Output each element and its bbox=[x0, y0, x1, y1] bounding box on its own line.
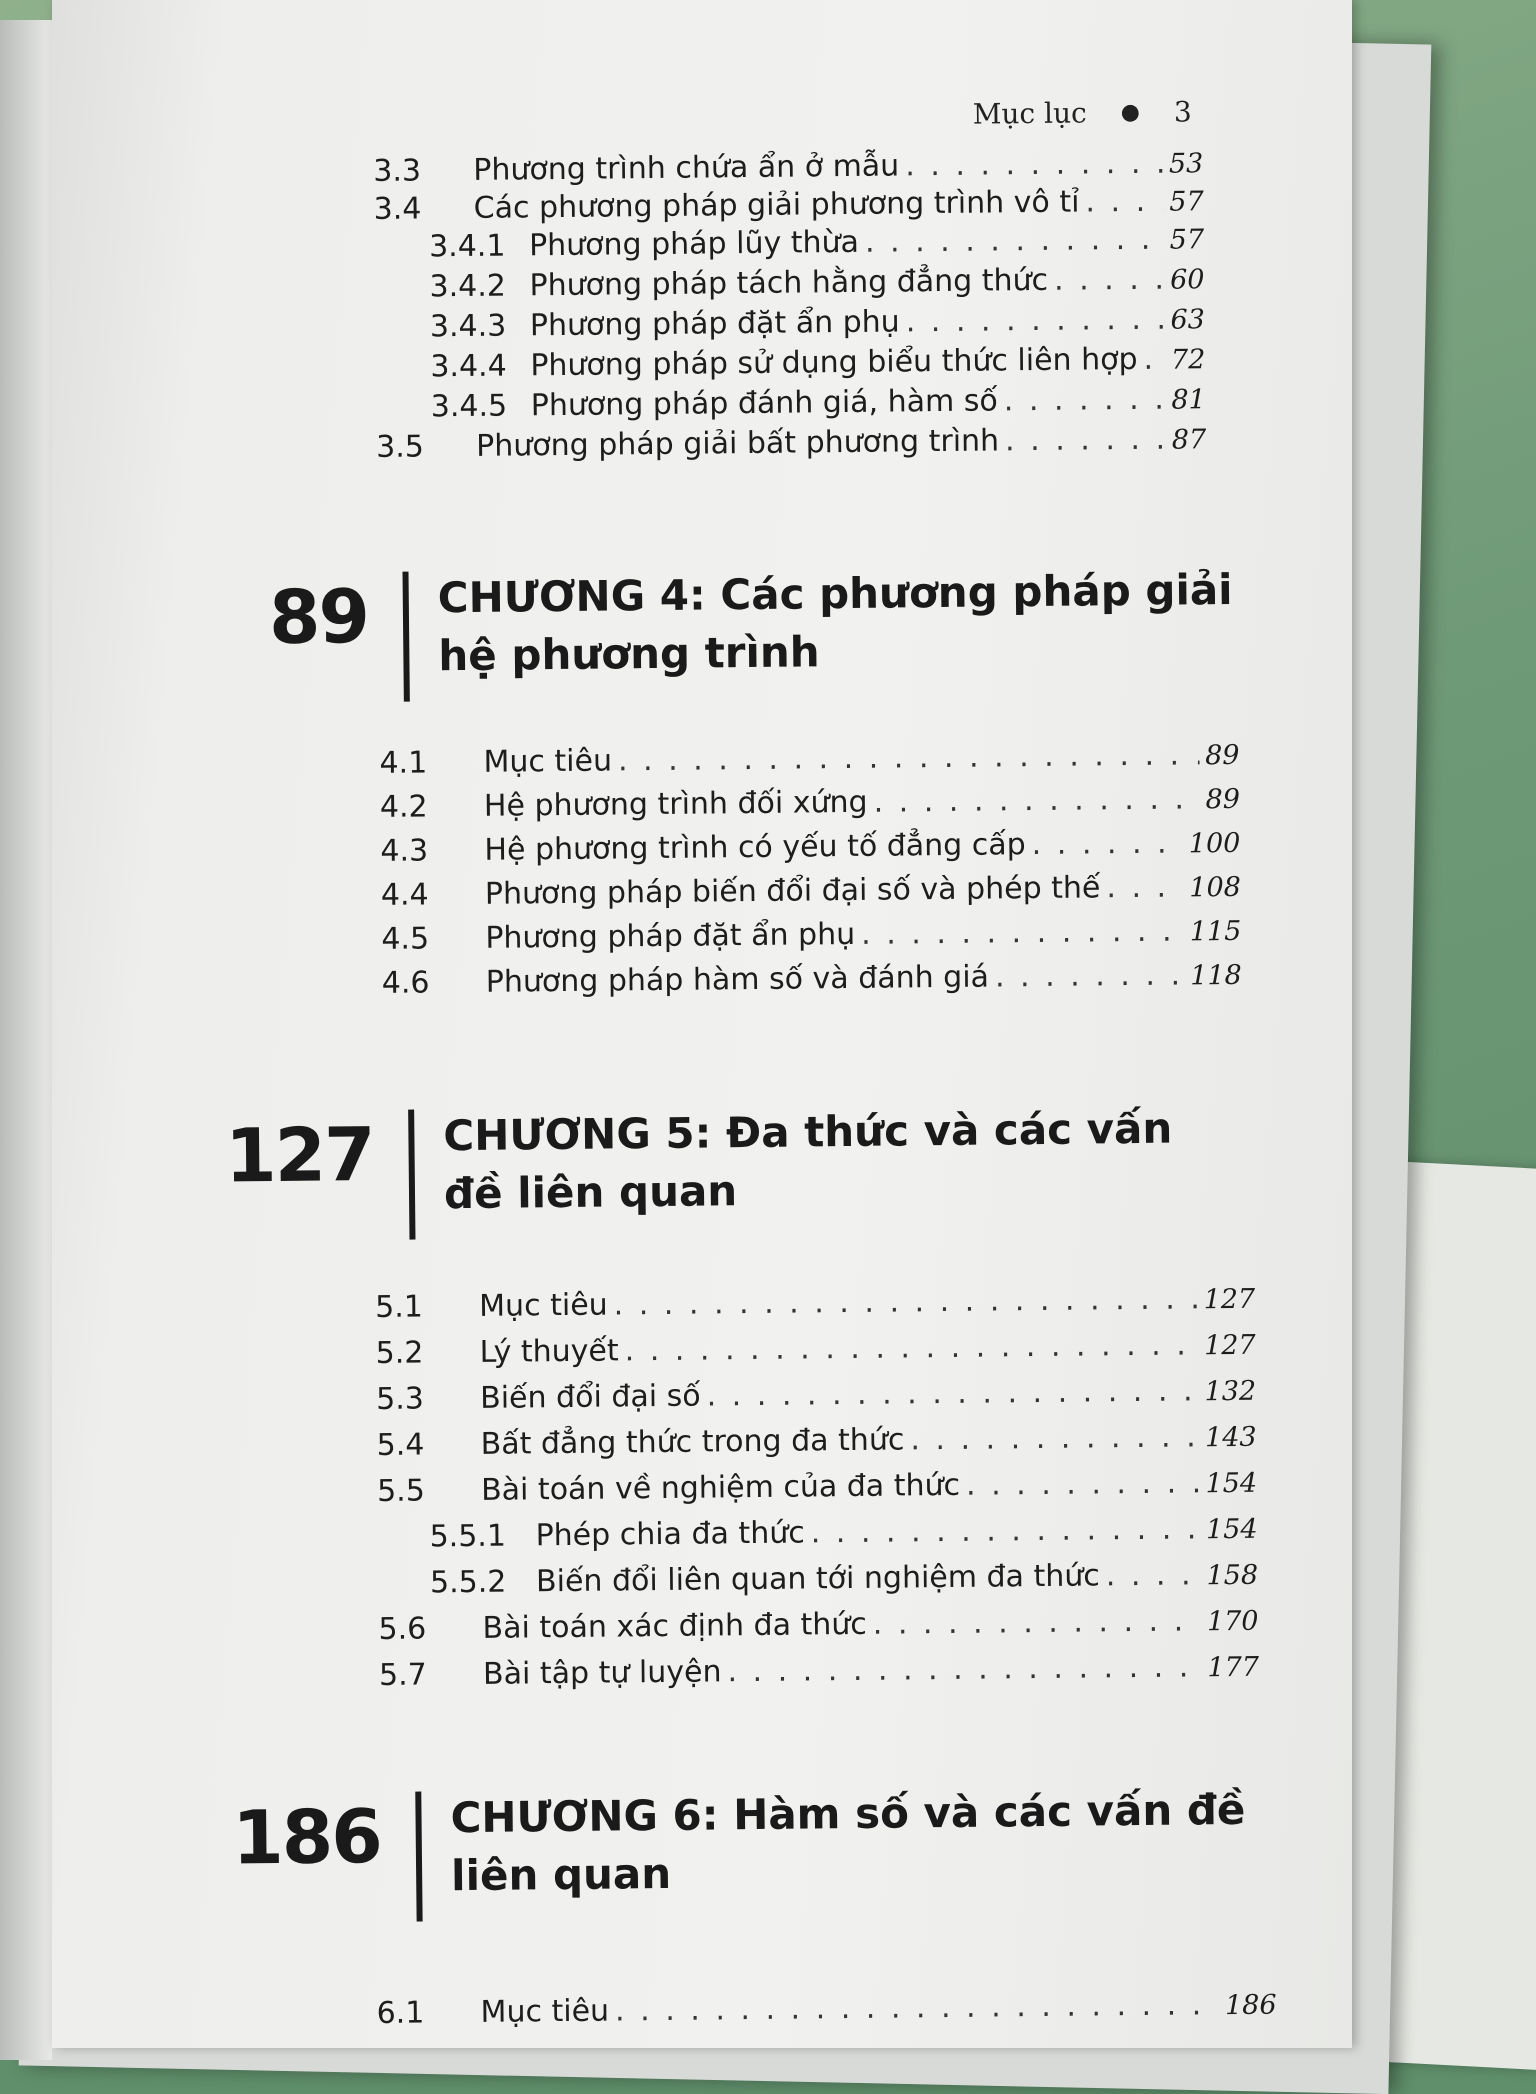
toc-entry[interactable] bbox=[376, 1419, 1256, 1468]
dot-leader bbox=[1032, 825, 1183, 862]
toc-entry[interactable] bbox=[377, 1465, 1257, 1514]
dot-leader bbox=[873, 781, 1199, 819]
toc-page: 115 bbox=[1189, 915, 1242, 948]
toc-number: 5.4 bbox=[376, 1427, 425, 1463]
dot-leader bbox=[1106, 869, 1183, 905]
dot-leader bbox=[614, 1281, 1198, 1322]
toc-entry[interactable] bbox=[379, 737, 1239, 786]
running-head-title: Mục lục bbox=[972, 96, 1087, 131]
chapter-title-line: liên quan bbox=[450, 1848, 672, 1901]
toc-title: Mục tiêu bbox=[479, 1287, 608, 1324]
bullet-icon: ● bbox=[1120, 99, 1141, 126]
toc-entry[interactable] bbox=[376, 1373, 1256, 1422]
toc-entry[interactable] bbox=[429, 1511, 1257, 1560]
toc-number: 4.3 bbox=[380, 833, 429, 869]
toc-title: Hệ phương trình đối xứng bbox=[483, 784, 868, 824]
toc-title: Bài toán xác định đa thức bbox=[482, 1606, 867, 1646]
toc-page: 143 bbox=[1204, 1421, 1257, 1454]
toc-title: Phương pháp đánh giá, hàm số bbox=[530, 383, 998, 424]
dot-leader bbox=[865, 222, 1164, 260]
dot-leader bbox=[1004, 382, 1166, 419]
chapter-title bbox=[437, 561, 1258, 686]
running-head-page: 3 bbox=[1173, 95, 1192, 129]
toc-page: 63 bbox=[1170, 304, 1206, 336]
toc-number: 4.4 bbox=[380, 877, 429, 913]
toc-entry[interactable] bbox=[380, 781, 1240, 830]
toc-entry[interactable] bbox=[379, 1649, 1259, 1698]
toc-title: Phương pháp lũy thừa bbox=[528, 224, 860, 264]
toc-page: 154 bbox=[1205, 1513, 1258, 1546]
dot-leader bbox=[624, 1327, 1198, 1368]
toc-entry[interactable] bbox=[375, 1281, 1255, 1330]
chapter-page-number: 89 bbox=[268, 574, 369, 662]
toc-number: 5.3 bbox=[375, 1381, 425, 1417]
toc-number: 3.3 bbox=[373, 153, 422, 189]
toc-title: Bài toán về nghiệm của đa thức bbox=[480, 1467, 961, 1508]
toc-number: 5.5 bbox=[376, 1473, 426, 1509]
toc-title: Lý thuyết bbox=[479, 1333, 619, 1370]
toc-number: 6.1 bbox=[376, 1995, 425, 2031]
chapter-heading[interactable] bbox=[153, 1093, 1275, 1255]
toc-number: 3.4.3 bbox=[429, 308, 507, 345]
toc-page: 57 bbox=[1169, 186, 1204, 218]
toc-page: 186 bbox=[1224, 1989, 1277, 2022]
toc-page: 60 bbox=[1169, 264, 1205, 296]
toc-title: Biến đổi đại số bbox=[479, 1378, 701, 1416]
toc-page: 87 bbox=[1171, 424, 1207, 456]
table-of-contents bbox=[42, 0, 1363, 2055]
dot-leader bbox=[1085, 184, 1163, 220]
chapter-divider bbox=[408, 1110, 415, 1240]
chapter-page-number: 127 bbox=[224, 1111, 375, 1200]
dot-leader bbox=[615, 1987, 1219, 2028]
toc-title: Phương pháp giải bất phương trình bbox=[476, 423, 1000, 464]
toc-page: 158 bbox=[1206, 1559, 1259, 1592]
toc-page: 170 bbox=[1206, 1605, 1259, 1638]
toc-number: 3.5 bbox=[376, 429, 425, 465]
chapter-title-line: CHƯƠNG 6: Hàm số và các vấn đề bbox=[450, 1784, 1246, 1843]
toc-number: 5.6 bbox=[378, 1611, 427, 1647]
dot-leader bbox=[1143, 342, 1165, 377]
toc-number: 4.1 bbox=[379, 745, 428, 781]
toc-number: 3.4.2 bbox=[429, 268, 507, 305]
chapter-title-line: CHƯƠNG 5: Đa thức và các vấn bbox=[443, 1103, 1173, 1161]
dot-leader bbox=[1106, 1557, 1201, 1593]
toc-title: Phương pháp đặt ẩn phụ bbox=[485, 916, 856, 956]
toc-title: Bất đẳng thức trong đa thức bbox=[480, 1422, 905, 1462]
toc-page: 53 bbox=[1168, 148, 1204, 180]
dot-leader bbox=[906, 302, 1165, 340]
toc-page: 57 bbox=[1169, 224, 1205, 256]
chapter-heading[interactable] bbox=[147, 555, 1269, 717]
dot-leader bbox=[966, 1465, 1200, 1502]
toc-title: Phương pháp hàm số và đánh giá bbox=[485, 959, 990, 1000]
toc-title: Mục tiêu bbox=[480, 1993, 610, 2030]
toc-title: Bài tập tự luyện bbox=[482, 1654, 722, 1692]
toc-page: 100 bbox=[1188, 827, 1241, 860]
dot-leader bbox=[995, 957, 1185, 994]
dot-leader bbox=[618, 737, 1199, 778]
toc-entry[interactable] bbox=[430, 1557, 1258, 1606]
chapter-title bbox=[450, 1781, 1271, 1906]
toc-page: 127 bbox=[1203, 1283, 1256, 1316]
toc-page: 72 bbox=[1170, 344, 1206, 376]
toc-number: 3.4.1 bbox=[428, 228, 506, 265]
chapter-title bbox=[443, 1099, 1264, 1224]
toc-title: Phương pháp biến đổi đại số và phép thế bbox=[484, 870, 1101, 912]
toc-page: 118 bbox=[1190, 959, 1242, 992]
toc-page: 132 bbox=[1204, 1375, 1257, 1408]
dot-leader bbox=[727, 1649, 1201, 1689]
toc-page: 154 bbox=[1205, 1467, 1258, 1500]
toc-number: 5.1 bbox=[375, 1289, 424, 1325]
toc-number: 5.5.2 bbox=[429, 1564, 507, 1601]
toc-page: 127 bbox=[1203, 1329, 1256, 1362]
dot-leader bbox=[1005, 422, 1166, 459]
toc-number: 5.7 bbox=[378, 1657, 427, 1693]
toc-title: Phép chia đa thức bbox=[535, 1515, 805, 1554]
toc-entry[interactable] bbox=[376, 421, 1206, 470]
toc-title: Biến đổi liên quan tới nghiệm đa thức bbox=[535, 1558, 1100, 1600]
toc-number: 4.5 bbox=[381, 921, 430, 957]
chapter-title-line: CHƯƠNG 4: Các phương pháp giải bbox=[437, 564, 1233, 623]
dot-leader bbox=[873, 1603, 1202, 1641]
toc-entry[interactable] bbox=[378, 1603, 1258, 1652]
toc-title: Phương pháp tách hằng đẳng thức bbox=[529, 262, 1049, 304]
chapter-heading[interactable] bbox=[160, 1775, 1282, 1937]
toc-page: 89 bbox=[1204, 739, 1240, 772]
toc-title: Mục tiêu bbox=[483, 743, 613, 780]
book-page bbox=[52, 0, 1352, 2048]
toc-title: Hệ phương trình có yếu tố đẳng cấp bbox=[484, 827, 1026, 868]
toc-number: 4.6 bbox=[381, 965, 430, 1001]
dot-leader bbox=[706, 1373, 1198, 1413]
dot-leader bbox=[861, 913, 1184, 951]
chapter-divider bbox=[415, 1792, 422, 1922]
toc-entry[interactable] bbox=[375, 1327, 1255, 1376]
dot-leader bbox=[1054, 262, 1164, 298]
toc-entry[interactable] bbox=[382, 957, 1242, 1006]
chapter-title-line: đề liên quan bbox=[443, 1166, 738, 1219]
running-head bbox=[973, 95, 1253, 131]
toc-title: Các phương pháp giải phương trình vô tỉ bbox=[473, 184, 1080, 226]
toc-number: 3.4.5 bbox=[430, 388, 508, 425]
chapter-divider bbox=[402, 572, 409, 702]
toc-number: 5.5.1 bbox=[429, 1518, 507, 1555]
dot-leader bbox=[910, 1419, 1199, 1457]
chapter-page-number: 186 bbox=[231, 1793, 382, 1882]
toc-page: 89 bbox=[1205, 783, 1241, 816]
toc-number: 3.4.4 bbox=[430, 348, 507, 385]
toc-entry[interactable] bbox=[381, 869, 1241, 918]
toc-number: 4.2 bbox=[379, 789, 428, 825]
dot-leader bbox=[811, 1511, 1201, 1550]
toc-number: 5.2 bbox=[375, 1335, 424, 1371]
toc-page: 108 bbox=[1189, 871, 1242, 904]
toc-title: Phương trình chứa ẩn ở mẫu bbox=[473, 148, 900, 188]
toc-entry[interactable] bbox=[380, 825, 1240, 874]
toc-entry[interactable] bbox=[376, 1987, 1276, 2036]
toc-title: Phương pháp đặt ẩn phụ bbox=[529, 304, 900, 344]
toc-title: Phương pháp sử dụng biểu thức liên hợp bbox=[530, 341, 1138, 384]
toc-entry[interactable] bbox=[381, 913, 1241, 962]
toc-page: 81 bbox=[1171, 384, 1206, 416]
toc-number: 3.4 bbox=[373, 191, 422, 227]
chapter-title-line: hệ phương trình bbox=[438, 627, 820, 681]
toc-page: 177 bbox=[1207, 1651, 1260, 1684]
dot-leader bbox=[905, 146, 1163, 184]
